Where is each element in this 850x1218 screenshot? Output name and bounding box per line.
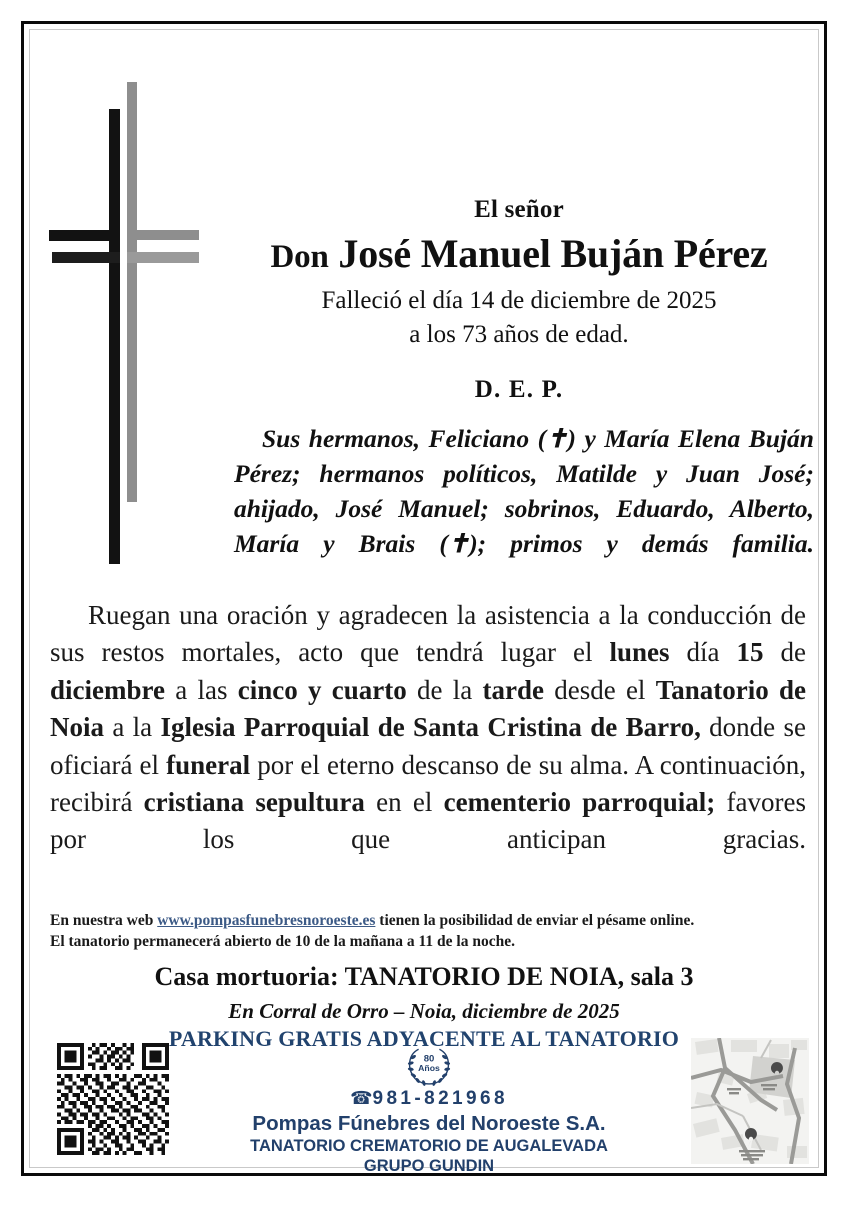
laurel-wreath-anniversary-icon: [403, 1042, 455, 1086]
rest-in-peace-label: D. E. P.: [474, 376, 564, 403]
parking-notice: PARKING GRATIS ADYACENTE AL TANATORIO: [168, 1026, 680, 1051]
phone-digits: 981-821968: [372, 1088, 508, 1109]
name-prefix: Don: [270, 239, 329, 275]
death-age-line: a los 73 años de edad.: [409, 321, 629, 348]
body-seg-17: por el eterno descanso de su alma. A continuación, recibirá: [50, 749, 806, 817]
family-members-text: Sus hermanos, Feliciano (✝) y María Elena Buján Pérez; hermanos políticos, Matilde y Juan José; ahijado, José Manuel; sobrinos, Eduardo, Alberto, María y Brais (✝); primos y demás familia.: [234, 424, 814, 558]
body-seg-1: Ruegan una oración y agradecen la asistencia a la conducción de sus restos mortales, acto que tendrá lugar el: [50, 600, 806, 668]
body-seg-15: donde se oficiará el: [50, 712, 806, 780]
body-seg-11: desde el: [543, 674, 656, 705]
website-note: [50, 912, 810, 930]
phone-number[interactable]: [194, 1088, 664, 1110]
website-note-prefix: En nuestra web: [50, 912, 158, 929]
honorific-label: El señor: [474, 196, 564, 223]
body-seg-13: a la: [104, 712, 161, 743]
body-funeral: funeral: [166, 749, 251, 780]
place-and-date-line: En Corral de Orro – Noia, diciembre de 2025: [228, 999, 620, 1023]
body-cemetery: cementerio parroquial;: [443, 786, 716, 817]
body-seg-19: en el: [364, 786, 444, 817]
opening-hours-note: El tanatorio permanecerá abierto de 10 de la mañana a 11 de la noche.: [50, 933, 515, 950]
website-note-suffix: tienen la posibilidad de enviar el pésame online.: [375, 912, 695, 929]
body-weekday: lunes: [609, 637, 670, 668]
body-day: 15: [736, 637, 764, 668]
death-date-line: Falleció el día 14 de diciembre de 2025: [321, 287, 717, 314]
company-subtitle-2: GRUPO GUNDIN: [363, 1157, 495, 1175]
body-seg-5: de: [763, 637, 806, 668]
company-subtitle-1: TANATORIO CREMATORIO DE AUGALEVADA: [250, 1137, 608, 1155]
body-daypart: tarde: [482, 674, 544, 705]
company-footer: [194, 1042, 664, 1176]
body-church: Iglesia Parroquial de Santa Cristina de Barro,: [160, 712, 701, 743]
name-value: José Manuel Buján Pérez: [338, 231, 768, 276]
esquela-card: [21, 21, 827, 1176]
deceased-name: [214, 230, 824, 277]
wreath-number: 80: [423, 1053, 435, 1065]
body-burial: cristiana sepultura: [143, 786, 365, 817]
body-origin-venue: Tanatorio de Noia: [50, 674, 806, 743]
service-details-paragraph: [50, 597, 806, 896]
qr-code-icon[interactable]: [57, 1043, 169, 1155]
body-seg-21: favores por los que anticipan gracias.: [50, 786, 806, 855]
notice-content: [24, 24, 824, 1173]
body-time: cinco y cuarto: [237, 674, 407, 705]
website-link[interactable]: www.pompasfunebresnoroeste.es: [157, 912, 376, 929]
body-seg-7: a las: [164, 674, 238, 705]
double-cross-icon: [44, 82, 214, 582]
wreath-word: Años: [418, 1062, 440, 1073]
body-month: diciembre: [50, 674, 165, 705]
body-seg-9: de la: [406, 674, 483, 705]
body-seg-3: día: [669, 637, 737, 668]
mortuary-house-line: Casa mortuoria: TANATORIO DE NOIA, sala 3: [154, 962, 694, 991]
company-name: Pompas Fúnebres del Noroeste S.A.: [252, 1112, 606, 1135]
telephone-icon: ☎: [350, 1088, 373, 1108]
location-map-thumbnail[interactable]: [691, 1038, 809, 1164]
